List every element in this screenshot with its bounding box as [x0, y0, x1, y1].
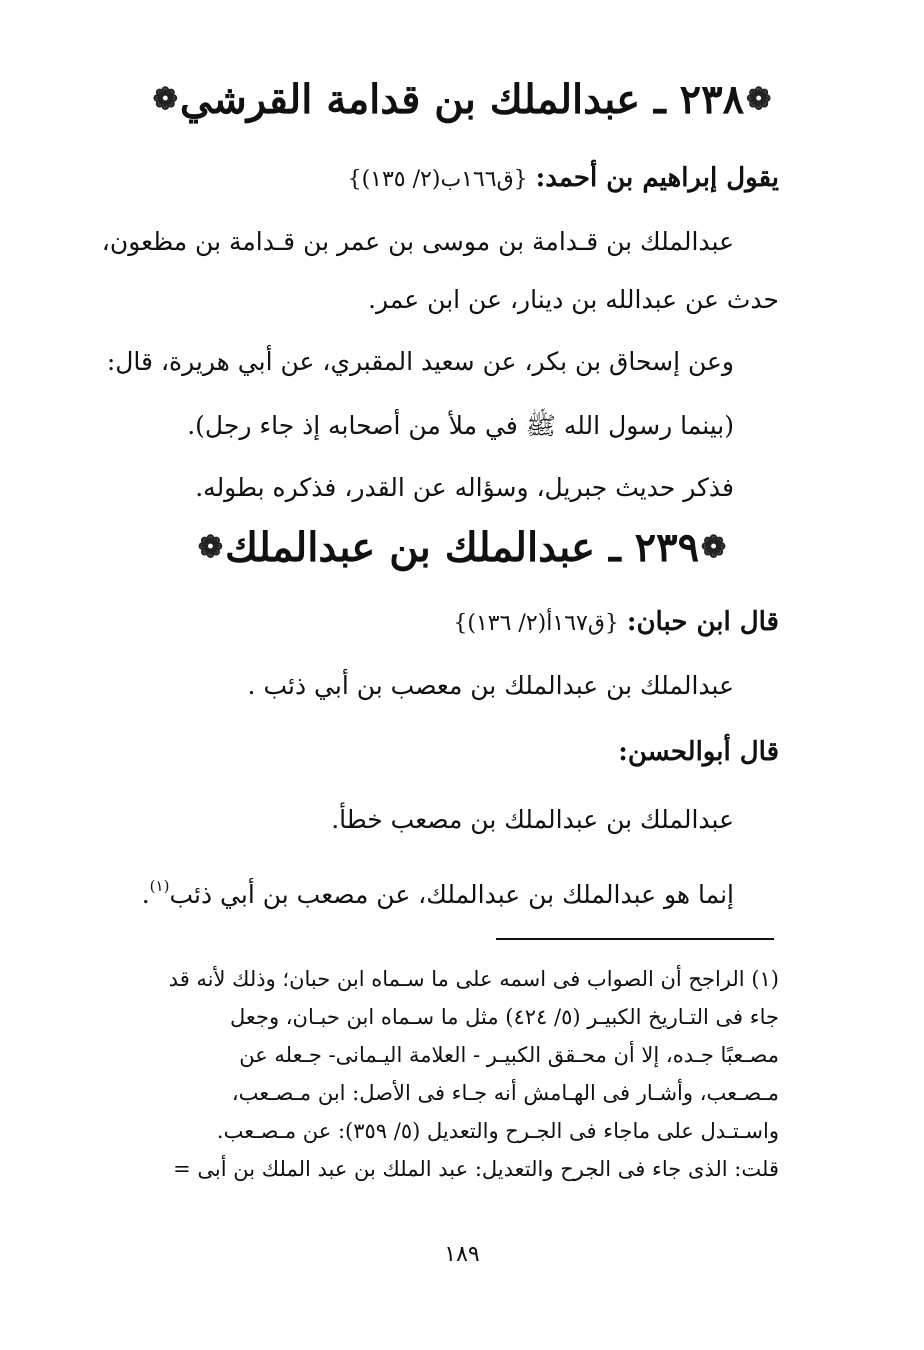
footnote-separator	[496, 938, 774, 940]
entry-239-source	[453, 602, 779, 644]
footnote-line	[169, 962, 779, 996]
entry-238-line: فذكر حديث جبريل، وسؤاله عن القدر، فذكره بطوله.	[195, 473, 734, 502]
entry-238-title: ٢٣٨ ـ عبدالملك بن قدامة القرشي	[179, 76, 745, 123]
ornament-left-icon: ❁	[152, 82, 178, 117]
footnote-marker: (١)	[149, 877, 170, 895]
entry-239-line-end: .	[141, 880, 150, 909]
ornament-right-icon: ❁	[746, 82, 772, 117]
footnote-line: قلت: الذى جاء فى الجرح والتعديل: عبد الملك بن عبد الملك بن أبى =	[173, 1157, 779, 1181]
entry-239-heading	[110, 520, 814, 576]
entry-238-line: وعن إسحاق بن بكر، عن سعيد المقبري، عن أبي هريرة، قال:	[106, 347, 734, 376]
footnote-number: (١)	[751, 967, 779, 991]
footnote-text: الراجح أن الصواب فى اسمه على ما سـماه ابن حبان؛ وذلك لأنه قد	[168, 967, 745, 991]
entry-239-line-text: إنما هو عبدالملك بن عبدالملك، عن مصعب بن أبي ذئب	[169, 880, 734, 909]
footnote-line: جاء فى التـاريخ الكبيـر (٥/ ٤٢٤) مثل ما سـماه ابن حبـان، وجعل	[229, 1005, 779, 1029]
footnote-line: مـصـعب، وأشـار فى الهـامش أنه جـاء فى الأصل: ابن مـصـعب،	[231, 1081, 779, 1105]
page-number: ١٨٩	[444, 1242, 480, 1267]
footnote-line: مصـعبًا جـده، إلا أن محـقق الكبيـر - العلامة اليـمانى- جـعله عن	[239, 1043, 779, 1067]
ornament-right-icon: ❁	[701, 530, 727, 565]
manuscript-reference: {ق١٦٦ب(٢/ ١٣٥)}	[347, 167, 528, 192]
entry-238-source	[348, 158, 779, 200]
source-label: يقول إبراهيم بن أحمد:	[535, 163, 779, 193]
ornament-left-icon: ❁	[197, 530, 223, 565]
entry-239-speaker-label: قال أبوالحسن:	[618, 737, 779, 767]
entry-238-heading	[110, 72, 814, 128]
entry-238-line: حدث عن عبدالله بن دينار، عن ابن عمر.	[368, 285, 779, 314]
footnote-line: واسـتـدل على ماجاء فى الجـرح والتعديل (٥/ ٣٥٩): عن مـصـعب.	[216, 1119, 779, 1143]
manuscript-reference: {ق١٦٧أ(٢/ ١٣٦)}	[453, 611, 619, 636]
entry-239-line	[142, 866, 734, 915]
entry-239-line: عبدالملك بن عبدالملك بن مصعب خطأ.	[331, 805, 734, 834]
entry-238-line: عبدالملك بن قـدامة بن موسى بن عمر بن قـدامة بن مظعون،	[101, 227, 734, 256]
entry-239-title: ٢٣٩ ـ عبدالملك بن عبدالملك	[224, 524, 700, 571]
entry-238-line: (بينما رسول الله ﷺ في ملأ من أصحابه إذ جاء رجل).	[187, 411, 734, 440]
entry-239-line: عبدالملك بن عبدالملك بن معصب بن أبي ذئب .	[247, 671, 734, 700]
source-label: قال ابن حبان:	[626, 607, 779, 637]
